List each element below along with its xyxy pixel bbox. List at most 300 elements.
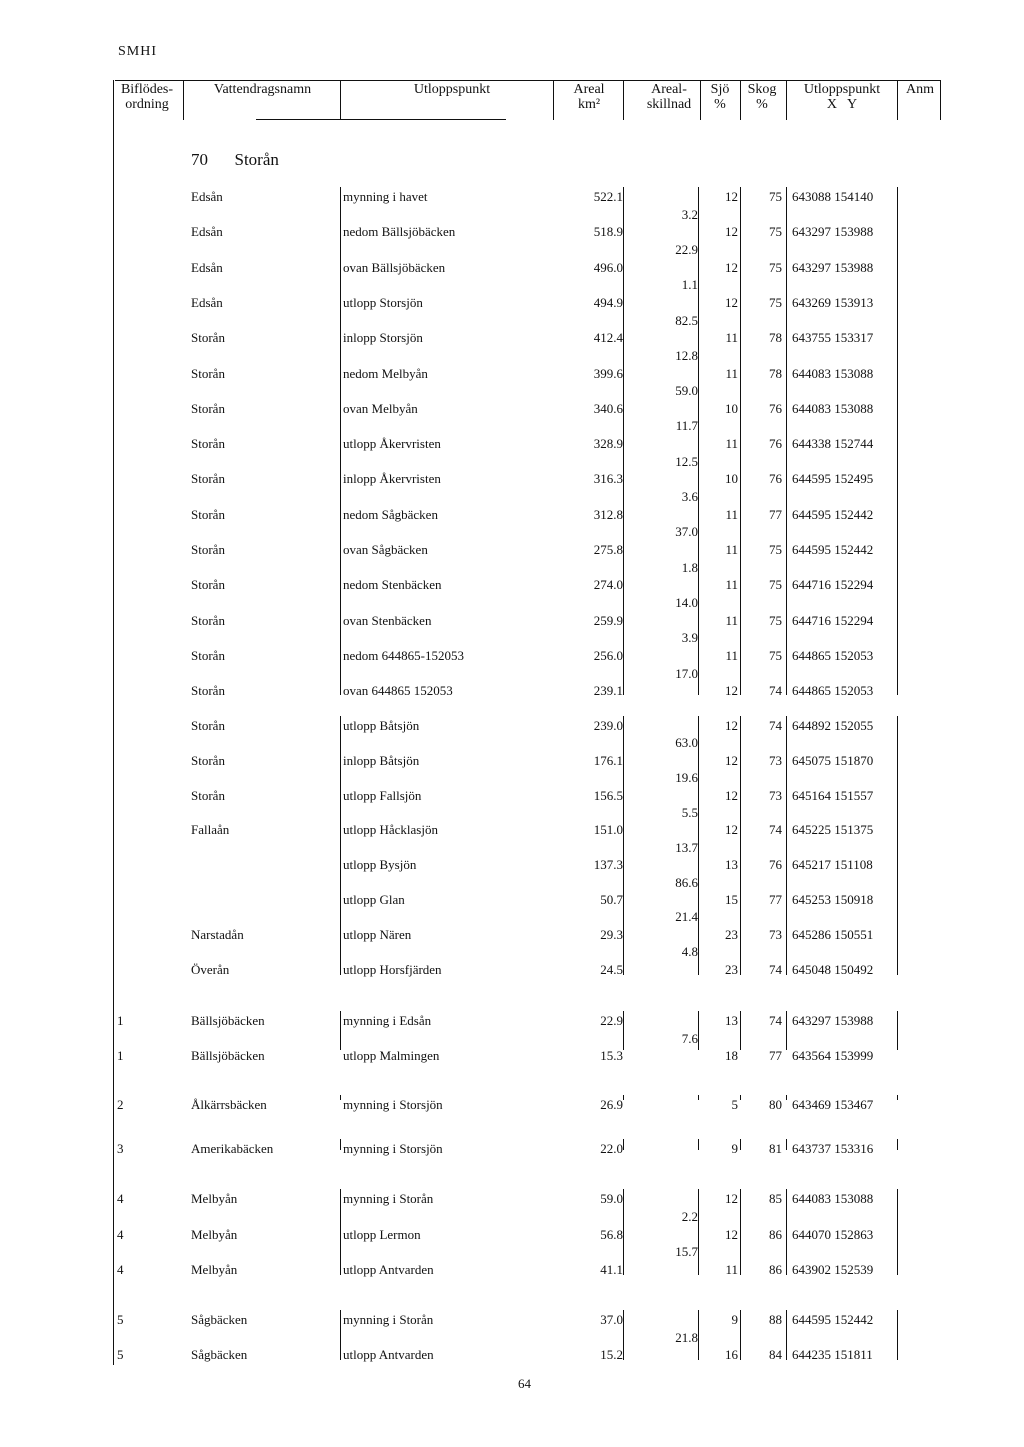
coordinates-cell: 644595 152442	[792, 1312, 874, 1327]
outlet-point-cell: mynning i Storsjön	[343, 1141, 443, 1156]
coordinates-cell: 643737 153316	[792, 1141, 874, 1156]
area-cell: 59.0	[600, 1191, 623, 1206]
header-column-separator	[897, 80, 898, 120]
area-cell: 316.3	[593, 471, 623, 487]
coordinates-cell: 644595 152495	[792, 471, 874, 487]
lake-pct-cell: 12	[725, 189, 738, 204]
forest-pct-cell: 73	[769, 752, 782, 768]
coordinates-cell: 644595 152442	[792, 506, 874, 522]
order-cell: 4	[117, 1191, 124, 1206]
header-sjo	[700, 82, 740, 112]
header-areal-line1: Areal	[573, 82, 605, 97]
outlet-point-cell: nedom Stenbäcken	[343, 577, 442, 593]
column-separator	[623, 1095, 624, 1100]
area-difference-cell: 37.0	[675, 524, 698, 540]
header-skog	[740, 82, 784, 112]
lake-pct-cell: 5	[731, 1097, 738, 1112]
lake-pct-cell: 11	[725, 542, 738, 557]
river-name-cell: Storån	[191, 330, 225, 346]
outlet-point-cell: inlopp Åkervristen	[343, 471, 441, 487]
column-separator	[740, 1189, 741, 1275]
outlet-point-cell: utlopp Åkervristen	[343, 436, 441, 452]
section-number: 70	[191, 150, 208, 169]
header-areal	[553, 82, 625, 112]
forest-pct-cell: 74	[769, 822, 782, 838]
outlet-point-cell: nedom Sågbäcken	[343, 506, 438, 522]
order-cell: 4	[117, 1262, 124, 1277]
column-separator	[897, 1189, 898, 1275]
river-name-cell: Storån	[191, 400, 225, 416]
column-separator	[740, 1011, 741, 1050]
area-cell: 312.8	[593, 506, 623, 522]
area-cell: 15.2	[600, 1347, 623, 1362]
coordinates-cell: 643297 153988	[792, 1013, 874, 1028]
column-separator	[340, 1139, 341, 1150]
area-difference-cell: 11.7	[675, 418, 698, 434]
header-skog-line1: Skog	[747, 82, 777, 97]
area-cell: 24.5	[600, 961, 623, 977]
forest-pct-cell: 76	[769, 400, 782, 416]
area-cell: 274.0	[593, 577, 623, 593]
river-name-cell: Fallaån	[191, 822, 230, 838]
column-separator	[786, 1095, 787, 1100]
lake-pct-cell: 12	[725, 1226, 738, 1242]
coordinates-cell: 645253 150918	[792, 892, 874, 907]
area-difference-cell: 21.4	[675, 909, 698, 925]
river-name-cell: Storån	[191, 436, 225, 452]
area-cell: 522.1	[593, 189, 623, 204]
outlet-point-cell: ovan Stenbäcken	[343, 612, 432, 628]
forest-pct-cell: 74	[769, 961, 782, 977]
column-separator	[786, 187, 787, 695]
column-separator	[786, 1011, 787, 1050]
river-name-cell: Storån	[191, 718, 225, 733]
order-cell: 3	[117, 1141, 124, 1156]
forest-pct-cell: 85	[769, 1191, 782, 1206]
coordinates-cell: 645286 150551	[792, 926, 874, 942]
coordinates-cell: 643902 152539	[792, 1262, 874, 1277]
coordinates-cell: 644083 153088	[792, 1191, 874, 1206]
outlet-point-cell: mynning i Storån	[343, 1312, 434, 1327]
outlet-point-cell: utlopp Horsfjärden	[343, 961, 442, 977]
area-difference-cell: 4.8	[681, 944, 698, 960]
lake-pct-cell: 12	[725, 259, 738, 275]
lake-pct-cell: 11	[725, 330, 738, 346]
area-cell: 41.1	[600, 1262, 623, 1277]
lake-pct-cell: 12	[725, 224, 738, 240]
area-cell: 494.9	[593, 294, 623, 310]
outlet-point-cell: nedom Melbyån	[343, 365, 428, 381]
forest-pct-cell: 81	[769, 1141, 782, 1156]
area-difference-cell: 12.5	[675, 453, 698, 469]
lake-pct-cell: 23	[725, 961, 738, 977]
lake-pct-cell: 10	[725, 471, 738, 487]
area-difference-cell: 7.6	[681, 1030, 698, 1046]
outlet-point-cell: ovan Sågbäcken	[343, 542, 428, 557]
header-biflodesordning-line1: Biflödes-	[120, 82, 174, 97]
order-cell: 5	[117, 1347, 124, 1362]
area-difference-cell: 14.0	[675, 594, 698, 610]
order-cell: 4	[117, 1226, 124, 1242]
column-separator	[340, 716, 341, 975]
lake-pct-cell: 12	[725, 822, 738, 838]
river-name-cell: Storån	[191, 612, 225, 628]
coordinates-cell: 644083 153088	[792, 365, 874, 381]
lake-pct-cell: 15	[725, 892, 738, 907]
forest-pct-cell: 75	[769, 294, 782, 310]
lake-pct-cell: 11	[725, 647, 738, 663]
lake-pct-cell: 11	[725, 436, 738, 452]
page-number: 64	[518, 1376, 531, 1391]
column-separator	[740, 1095, 741, 1100]
outlet-point-cell: mynning i havet	[343, 189, 428, 204]
column-separator	[740, 187, 741, 695]
river-name-cell: Edsån	[191, 294, 223, 310]
column-separator	[340, 187, 341, 695]
area-difference-cell: 13.7	[675, 839, 698, 855]
order-cell: 1	[117, 1013, 124, 1028]
header-column-separator	[786, 80, 787, 120]
lake-pct-cell: 12	[725, 787, 738, 803]
area-difference-cell: 86.6	[675, 874, 698, 890]
forest-pct-cell: 74	[769, 1013, 782, 1028]
area-cell: 50.7	[600, 892, 623, 907]
coordinates-cell: 643088 154140	[792, 189, 874, 204]
outlet-point-cell: inlopp Storsjön	[343, 330, 423, 346]
area-difference-cell: 12.8	[675, 347, 698, 363]
lake-pct-cell: 11	[725, 612, 738, 628]
coordinates-cell: 645075 151870	[792, 752, 874, 768]
area-difference-cell: 59.0	[675, 383, 698, 399]
forest-pct-cell: 77	[769, 892, 782, 907]
river-name-cell: Melbyån	[191, 1226, 238, 1242]
forest-pct-cell: 75	[769, 577, 782, 593]
forest-pct-cell: 75	[769, 189, 782, 204]
area-cell: 399.6	[593, 365, 623, 381]
river-name-cell: Storån	[191, 365, 225, 381]
header-skog-line2: %	[756, 97, 768, 112]
forest-pct-cell: 73	[769, 926, 782, 942]
header-column-separator	[340, 80, 341, 120]
forest-pct-cell: 84	[769, 1347, 782, 1362]
header-sjo-line2: %	[714, 97, 726, 112]
area-cell: 56.8	[600, 1226, 623, 1242]
section-name: Storån	[234, 150, 279, 169]
header-sjo-line1: Sjö	[710, 82, 730, 97]
area-cell: 518.9	[593, 224, 623, 240]
column-separator	[698, 1139, 699, 1150]
outlet-point-cell: utlopp Lermon	[343, 1226, 421, 1242]
river-name-cell: Storån	[191, 542, 225, 557]
forest-pct-cell: 74	[769, 718, 782, 733]
coordinates-cell: 644716 152294	[792, 577, 874, 593]
river-name-cell: Sågbäcken	[191, 1312, 248, 1327]
river-name-cell: Narstadån	[191, 926, 244, 942]
river-name-cell: Edsån	[191, 189, 223, 204]
header-column-separator	[183, 80, 184, 120]
area-cell: 151.0	[593, 822, 623, 838]
lake-pct-cell: 9	[731, 1141, 738, 1156]
area-cell: 412.4	[593, 330, 623, 346]
outlet-point-cell: utlopp Båtsjön	[343, 718, 420, 733]
area-cell: 239.1	[593, 683, 623, 699]
coordinates-cell: 645225 151375	[792, 822, 874, 838]
coordinates-cell: 644595 152442	[792, 542, 874, 557]
column-separator	[740, 716, 741, 975]
forest-pct-cell: 75	[769, 259, 782, 275]
area-cell: 176.1	[593, 752, 623, 768]
lake-pct-cell: 18	[725, 1048, 738, 1063]
lake-pct-cell: 12	[725, 683, 738, 699]
lake-pct-cell: 11	[725, 365, 738, 381]
river-name-cell: Storån	[191, 752, 225, 768]
river-name-cell: Storån	[191, 577, 225, 593]
area-cell: 239.0	[593, 718, 623, 733]
outlet-point-cell: utlopp Fallsjön	[343, 787, 422, 803]
river-name-cell: Edsån	[191, 259, 223, 275]
coordinates-cell: 644083 153088	[792, 400, 874, 416]
river-name-cell: Edsån	[191, 224, 223, 240]
area-cell: 15.3	[600, 1048, 623, 1063]
outlet-point-cell: utlopp Malmingen	[343, 1048, 440, 1063]
column-separator	[698, 187, 699, 695]
forest-pct-cell: 73	[769, 787, 782, 803]
coordinates-cell: 643469 153467	[792, 1097, 874, 1112]
area-cell: 137.3	[593, 857, 623, 873]
coordinates-cell: 644338 152744	[792, 436, 874, 452]
table-border-right	[940, 80, 941, 120]
header-arealskillnad-line1: Areal-	[651, 82, 687, 97]
area-cell: 340.6	[593, 400, 623, 416]
header-bottom-rule	[256, 119, 506, 120]
area-difference-cell: 22.9	[675, 241, 698, 257]
coordinates-cell: 643564 153999	[792, 1048, 874, 1063]
river-name-cell: Storån	[191, 647, 225, 663]
lake-pct-cell: 12	[725, 752, 738, 768]
outlet-point-cell: inlopp Båtsjön	[343, 752, 420, 768]
header-utloppspunkt-xy-line1: Utloppspunkt	[803, 82, 881, 97]
header-biflodesordning	[112, 82, 182, 112]
column-separator	[740, 1139, 741, 1150]
area-difference-cell: 3.9	[681, 630, 698, 646]
column-separator	[340, 1011, 341, 1050]
column-separator	[897, 716, 898, 975]
coordinates-cell: 644865 152053	[792, 647, 874, 663]
forest-pct-cell: 78	[769, 330, 782, 346]
coordinates-cell: 645164 151557	[792, 787, 874, 803]
area-difference-cell: 2.2	[681, 1208, 698, 1224]
header-vattendragsnamn: Vattendragsnamn	[213, 82, 312, 97]
area-cell: 256.0	[593, 647, 623, 663]
coordinates-cell: 643297 153988	[792, 259, 874, 275]
lake-pct-cell: 12	[725, 1191, 738, 1206]
agency-label: SMHI	[118, 44, 158, 59]
header-utloppspunkt: Utloppspunkt	[413, 82, 491, 97]
river-name-cell: Bällsjöbäcken	[191, 1048, 265, 1063]
coordinates-cell: 645217 151108	[792, 857, 873, 873]
section-title	[191, 150, 279, 170]
coordinates-cell: 644716 152294	[792, 612, 874, 628]
lake-pct-cell: 9	[731, 1312, 738, 1327]
column-separator	[340, 1310, 341, 1360]
forest-pct-cell: 76	[769, 471, 782, 487]
column-separator	[340, 1095, 341, 1100]
river-name-cell: Melbyån	[191, 1191, 238, 1206]
table-border-left	[113, 80, 114, 1365]
column-separator	[786, 1310, 787, 1360]
column-separator	[623, 1189, 624, 1275]
forest-pct-cell: 86	[769, 1262, 782, 1277]
area-cell: 156.5	[593, 787, 623, 803]
column-separator	[623, 1310, 624, 1360]
area-difference-cell: 21.8	[675, 1329, 698, 1345]
outlet-point-cell: utlopp Storsjön	[343, 294, 423, 310]
outlet-point-cell: ovan 644865 152053	[343, 683, 453, 699]
area-cell: 22.0	[600, 1141, 623, 1156]
area-difference-cell: 82.5	[675, 312, 698, 328]
coordinates-cell: 645048 150492	[792, 961, 874, 977]
forest-pct-cell: 74	[769, 683, 782, 699]
river-name-cell: Ålkärrsbäcken	[191, 1097, 267, 1112]
header-anm: Anm	[906, 82, 934, 97]
river-name-cell: Storån	[191, 787, 225, 803]
column-separator	[623, 1011, 624, 1050]
forest-pct-cell: 80	[769, 1097, 782, 1112]
river-name-cell: Storån	[191, 683, 225, 699]
coordinates-cell: 644892 152055	[792, 718, 874, 733]
coordinates-cell: 644865 152053	[792, 683, 874, 699]
area-difference-cell: 3.6	[681, 489, 698, 505]
outlet-point-cell: ovan Melbyån	[343, 400, 418, 416]
outlet-point-cell: utlopp Glan	[343, 892, 405, 907]
column-separator	[340, 1189, 341, 1275]
coordinates-cell: 643755 153317	[792, 330, 874, 346]
area-difference-cell: 19.6	[675, 770, 698, 786]
outlet-point-cell: nedom 644865-152053	[343, 647, 464, 663]
column-separator	[786, 1139, 787, 1150]
header-areal-line2: km²	[577, 97, 601, 112]
outlet-point-cell: mynning i Storån	[343, 1191, 434, 1206]
header-column-separator	[623, 80, 624, 120]
header-utloppspunkt-xy	[786, 82, 898, 112]
area-difference-cell: 5.5	[681, 805, 698, 820]
column-separator	[698, 1189, 699, 1275]
lake-pct-cell: 16	[725, 1347, 738, 1362]
forest-pct-cell: 77	[769, 506, 782, 522]
area-cell: 496.0	[593, 259, 623, 275]
column-separator	[623, 1139, 624, 1150]
order-cell: 5	[117, 1312, 124, 1327]
header-biflodesordning-line2: ordning	[125, 97, 169, 112]
column-separator	[698, 1095, 699, 1100]
lake-pct-cell: 13	[725, 1013, 738, 1028]
lake-pct-cell: 10	[725, 400, 738, 416]
lake-pct-cell: 12	[725, 294, 738, 310]
river-name-cell: Melbyån	[191, 1262, 238, 1277]
column-separator	[897, 1095, 898, 1100]
area-difference-cell: 3.2	[681, 206, 698, 222]
lake-pct-cell: 11	[725, 1262, 738, 1277]
outlet-point-cell: mynning i Storsjön	[343, 1097, 443, 1112]
area-cell: 328.9	[593, 436, 623, 452]
outlet-point-cell: mynning i Edsån	[343, 1013, 432, 1028]
header-arealskillnad-line2: skillnad	[646, 97, 692, 112]
lake-pct-cell: 23	[725, 926, 738, 942]
area-cell: 22.9	[600, 1013, 623, 1028]
header-top-rule	[115, 80, 941, 81]
area-cell: 37.0	[600, 1312, 623, 1327]
header-column-separator	[740, 80, 741, 120]
header-column-separator	[553, 80, 554, 120]
area-cell: 259.9	[593, 612, 623, 628]
forest-pct-cell: 75	[769, 612, 782, 628]
column-separator	[698, 1011, 699, 1050]
area-difference-cell: 1.1	[681, 277, 698, 293]
forest-pct-cell: 75	[769, 647, 782, 663]
outlet-point-cell: utlopp Bysjön	[343, 857, 417, 873]
lake-pct-cell: 11	[725, 577, 738, 593]
column-separator	[786, 716, 787, 975]
area-cell: 26.9	[600, 1097, 623, 1112]
forest-pct-cell: 75	[769, 542, 782, 557]
area-cell: 29.3	[600, 926, 623, 942]
river-name-cell: Storån	[191, 506, 225, 522]
order-cell: 1	[117, 1048, 124, 1063]
column-separator	[623, 187, 624, 695]
river-name-cell: Amerikabäcken	[191, 1141, 274, 1156]
outlet-point-cell: utlopp Nären	[343, 926, 412, 942]
column-separator	[786, 1189, 787, 1275]
column-separator	[623, 716, 624, 975]
header-column-separator	[700, 80, 701, 120]
header-utloppspunkt-xy-line2: X Y	[826, 97, 858, 112]
column-separator	[897, 187, 898, 695]
coordinates-cell: 643297 153988	[792, 224, 874, 240]
forest-pct-cell: 75	[769, 224, 782, 240]
outlet-point-cell: utlopp Antvarden	[343, 1347, 434, 1362]
outlet-point-cell: utlopp Håcklasjön	[343, 822, 438, 838]
outlet-point-cell: utlopp Antvarden	[343, 1262, 434, 1277]
column-separator	[698, 716, 699, 975]
forest-pct-cell: 76	[769, 436, 782, 452]
lake-pct-cell: 13	[725, 857, 738, 873]
forest-pct-cell: 78	[769, 365, 782, 381]
forest-pct-cell: 86	[769, 1226, 782, 1242]
forest-pct-cell: 77	[769, 1048, 782, 1063]
lake-pct-cell: 11	[725, 506, 738, 522]
forest-pct-cell: 76	[769, 857, 782, 873]
coordinates-cell: 644235 151811	[792, 1347, 873, 1362]
order-cell: 2	[117, 1097, 124, 1112]
area-cell: 275.8	[593, 542, 623, 557]
river-name-cell: Bällsjöbäcken	[191, 1013, 265, 1028]
river-name-cell: Storån	[191, 471, 225, 487]
lake-pct-cell: 12	[725, 718, 738, 733]
river-name-cell: Sågbäcken	[191, 1347, 248, 1362]
forest-pct-cell: 88	[769, 1312, 782, 1327]
column-separator	[740, 1310, 741, 1360]
river-name-cell: Överån	[191, 961, 230, 977]
outlet-point-cell: nedom Bällsjöbäcken	[343, 224, 456, 240]
column-separator	[897, 1139, 898, 1150]
outlet-point-cell: ovan Bällsjöbäcken	[343, 259, 446, 275]
coordinates-cell: 643269 153913	[792, 294, 874, 310]
column-separator	[897, 1310, 898, 1360]
area-difference-cell: 15.7	[675, 1244, 698, 1260]
column-separator	[897, 1011, 898, 1050]
area-difference-cell: 17.0	[675, 665, 698, 681]
area-difference-cell: 1.8	[681, 559, 698, 575]
